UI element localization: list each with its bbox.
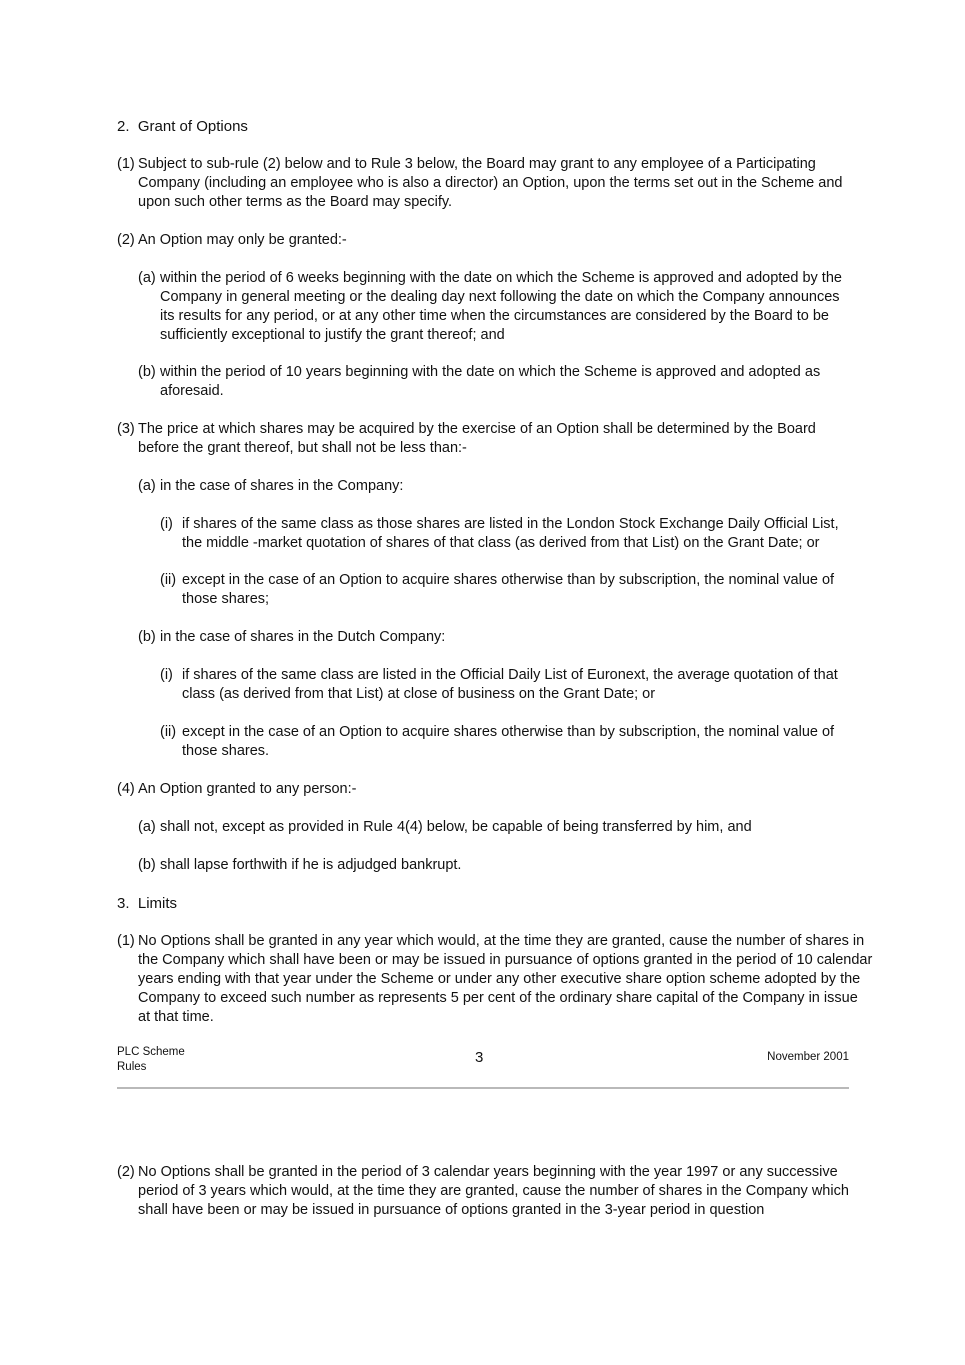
- paragraph-2-2-a: (a) within the period of 6 weeks beginning with the date on which the Scheme is approved and adopted by the Company in general meeting or the dealing day next following the date on which the Company announces its results for any period, or at any other time when the circumstances are considered by the Board to be sufficiently exceptional to justify the grant thereof; and: [138, 270, 842, 343]
- section-3-heading: [117, 894, 177, 913]
- paragraph-2-4: (4) An Option granted to any person:-: [117, 781, 357, 797]
- section-2-heading: [117, 117, 248, 136]
- paragraph-3-2: (2) No Options shall be granted in the period of 3 calendar years beginning with the year 1997 or any successive period of 3 years which would, at the time they are granted, cause the number of shares in the Company which shall have been or may be issued in pursuance of options granted in the 3-year period in question: [117, 1164, 849, 1218]
- paragraph-2-3-b-i: (i) if shares of the same class are listed in the Official Daily List of Euronext, the average quotation of that class (as derived from that List) at close of business on the Grant Date; or: [160, 667, 838, 702]
- paragraph-2-2: (2) An Option may only be granted:-: [117, 232, 347, 248]
- section-title: Grant of Options: [137, 118, 248, 135]
- section-number: 3.: [117, 895, 130, 912]
- footer-divider: [117, 1087, 849, 1089]
- paragraph-2-3-a-ii: (ii) except in the case of an Option to acquire shares otherwise than by subscription, the nominal value of those shares;: [160, 572, 835, 607]
- paragraph-2-3-a: (a) in the case of shares in the Company:: [138, 478, 404, 494]
- paragraph-2-1: (1) Subject to sub-rule (2) below and to Rule 3 below, the Board may grant to any employee of a Participating Company (including an employee who is also a director) an Option, upon the terms set out in the Scheme and upon such other terms as the Board may specify.: [117, 156, 843, 210]
- page-number: 3: [475, 1049, 484, 1066]
- paragraph-2-3-b: (b) in the case of shares in the Dutch Company:: [138, 629, 446, 645]
- footer-document-name: PLC Scheme Rules: [117, 1046, 185, 1073]
- section-title: Limits: [137, 895, 178, 912]
- paragraph-2-4-b: (b) shall lapse forthwith if he is adjudged bankrupt.: [138, 857, 462, 873]
- paragraph-2-4-a: (a) shall not, except as provided in Rule 4(4) below, be capable of being transferred by him, and: [138, 819, 752, 835]
- section-number: 2.: [117, 118, 130, 135]
- paragraph-2-2-b: (b) within the period of 10 years beginning with the date on which the Scheme is approved and adopted as aforesaid.: [138, 364, 821, 399]
- paragraph-2-3-b-ii: (ii) except in the case of an Option to acquire shares otherwise than by subscription, the nominal value of those shares.: [160, 724, 835, 759]
- paragraph-3-1: (1) No Options shall be granted in any year which would, at the time they are granted, cause the number of shares in the Company which shall have been or may be issued in pursuance of options granted in the period of 10 calendar years ending with that year under the Scheme or under any other executive share option scheme adopted by the Company to exceed such number as represents 5 per cent of the ordinary share capital of the Company in issue at that time.: [117, 933, 873, 1025]
- paragraph-2-3-a-i: (i) if shares of the same class as those shares are listed in the London Stock Exchange Daily Official List, the middle -market quotation of shares of that class (as derived from that List) on the Grant Date; or: [160, 516, 839, 551]
- paragraph-2-3: (3) The price at which shares may be acquired by the exercise of an Option shall be determined by the Board before the grant thereof, but shall not be less than:-: [117, 421, 816, 456]
- footer-date: November 2001: [767, 1051, 849, 1063]
